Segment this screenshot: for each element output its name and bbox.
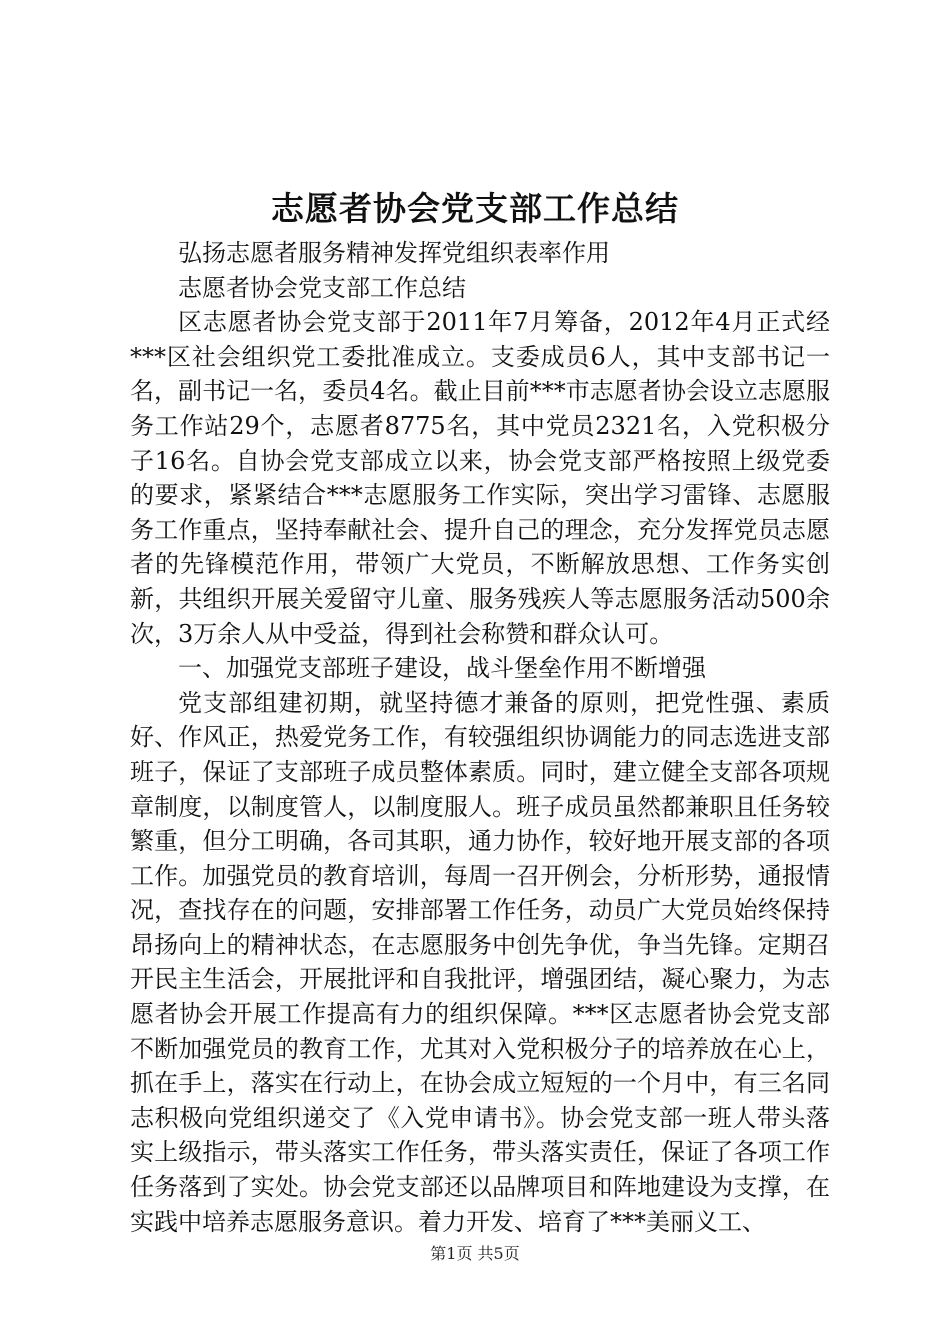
subtitle-paragraph: 弘扬志愿者服务精神发挥党组织表率作用 — [178, 239, 610, 267]
document-title: 志愿者协会党支部工作总结 — [271, 189, 679, 228]
intro-paragraph: 区志愿者协会党支部于2011年7月筹备，2012年4月正式经***区社会组织党工委批准成立。支委成员6人，其中支部书记一名，副书记一名，委员4名。截止目前***市志愿者协会设立志愿服务工作站29个，志愿者8775名，其中党员2321名，入党积极分子16名。自协会党支部成立以来，协会党支部严格按照上级党委的要求，紧紧结合***志愿服务工作实际，突出学习雷锋、志愿服务工作重点，坚持奉献社会、提升自己的理念，充分发挥党员志愿者的先锋模范作用，带领广大党员，不断解放思想、工作务实创新，共组织开展关爱留守儿童、服务残疾人等志愿服务活动500余次，3万余人从中受益，得到社会称赞和群众认可。 — [130, 308, 830, 648]
page-number-footer: 第1页 共5页 — [430, 1244, 520, 1263]
section-paragraph: 党支部组建初期，就坚持德才兼备的原则，把党性强、素质好、作风正，热爱党务工作，有较强组织协调能力的同志选进支部班子，保证了支部班子成员整体素质。同时，建立健全支部各项规章制度，以制度管人，以制度服人。班子成员虽然都兼职且任务较繁重，但分工明确，各司其职，通力协作，较好地开展支部的各项工作。加强党员的教育培训，每周一召开例会，分析形势，通报情况，查找存在的问题，安排部署工作任务，动员广大党员始终保持昂扬向上的精神状态，在志愿服务中创先争优，争当先锋。定期召开民主生活会，开展批评和自我批评，增强团结，凝心聚力，为志愿者协会开展工作提高有力的组织保障。***区志愿者协会党支部不断加强党员的教育工作，尤其对入党积极分子的培养放在心上，抓在手上，落实在行动上，在协会成立短短的一个月中，有三名同志积极向党组织递交了《入党申请书》。协会党支部一班人带头落实上级指示，带头落实工作任务，带头落实责任，保证了各项工作任务落到了实处。协会党支部还以品牌项目和阵地建设为支撑，在实践中培养志愿服务意识。着力开发、培育了***美丽义工、 — [130, 688, 830, 1236]
document-body — [130, 236, 830, 1239]
subheading-paragraph: 志愿者协会党支部工作总结 — [178, 273, 466, 302]
section-heading: 一、加强党支部班子建设，战斗堡垒作用不断增强 — [178, 654, 706, 683]
